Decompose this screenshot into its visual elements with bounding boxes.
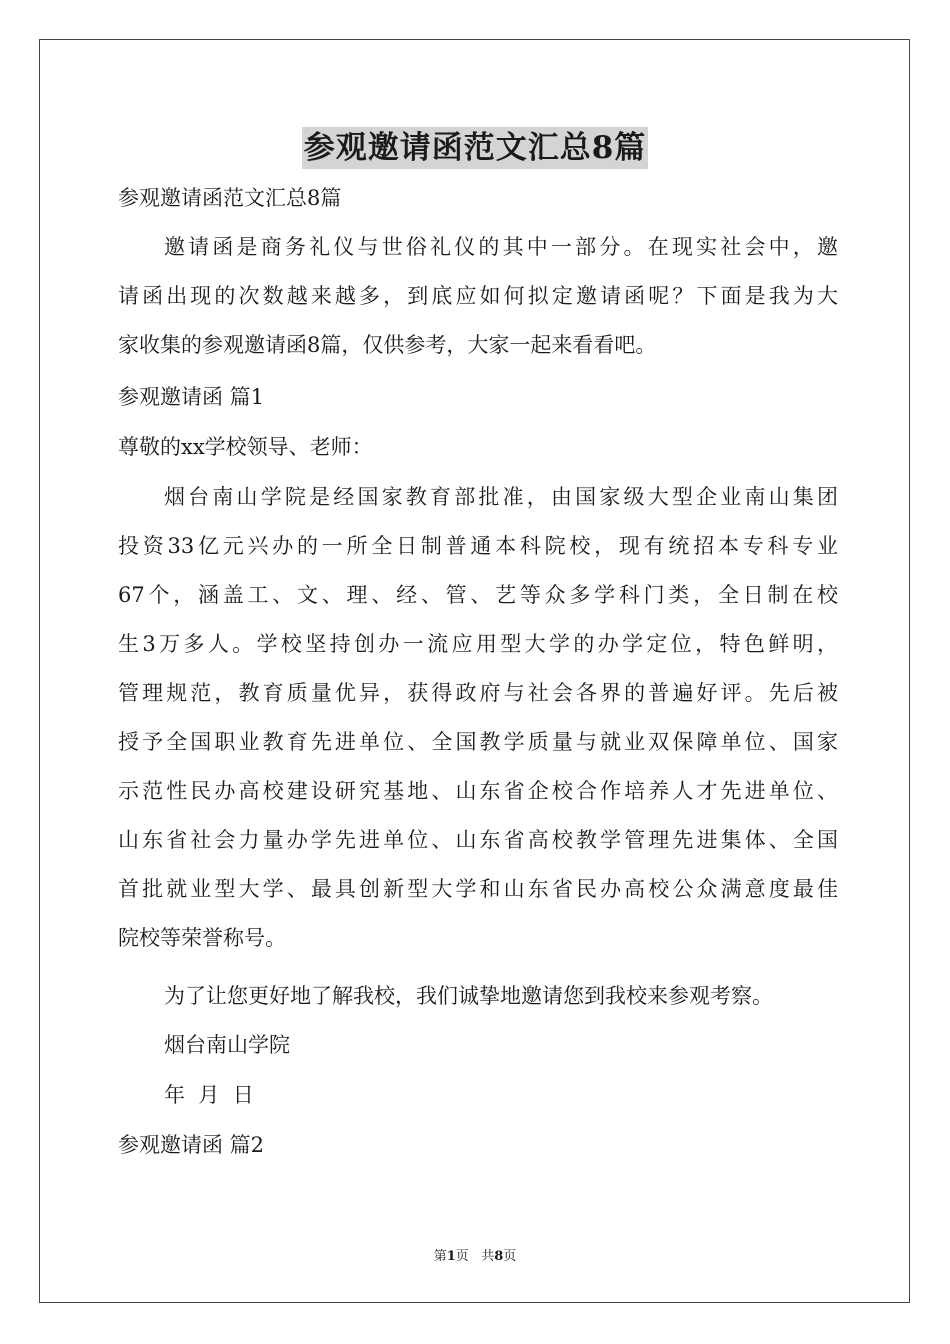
document-title: 参观邀请函范文汇总8篇 xyxy=(302,127,649,169)
section-heading-2: 参观邀请函 篇2 xyxy=(118,1133,265,1157)
section-heading-1: 参观邀请函 篇1 xyxy=(118,385,265,409)
footer-page-number: 1 xyxy=(446,1249,456,1264)
page-footer xyxy=(0,1248,950,1266)
footer-page-suffix: 页 xyxy=(455,1249,469,1264)
body-line: 67个，涵盖工、文、理、经、管、艺等众多学科门类，全日制在校 xyxy=(118,583,838,607)
intro-paragraph xyxy=(118,223,838,370)
title-container xyxy=(0,127,950,169)
salutation: 尊敬的xx学校领导、老师： xyxy=(118,435,373,459)
intro-line-2: 请函出现的次数越来越多，到底应如何拟定邀请函呢？下面是我为大 xyxy=(118,284,838,308)
footer-total-suffix: 页 xyxy=(503,1249,517,1264)
subtitle-line: 参观邀请函范文汇总8篇 xyxy=(118,186,342,210)
body-line: 示范性民办高校建设研究基地、山东省企校合作培养人才先进单位、 xyxy=(118,779,838,803)
intro-line-1: 邀请函是商务礼仪与世俗礼仪的其中一部分。在现实社会中，邀 xyxy=(164,235,838,259)
body-line: 授予全国职业教育先进单位、全国教学质量与就业双保障单位、国家 xyxy=(118,730,838,754)
body-line: 院校等荣誉称号。 xyxy=(118,926,286,950)
footer-total-prefix: 共 xyxy=(481,1249,495,1264)
body-line: 山东省社会力量办学先进单位、山东省高校教学管理先进集体、全国 xyxy=(118,828,838,852)
intro-line-3: 家收集的参观邀请函8篇，仅供参考，大家一起来看看吧。 xyxy=(118,333,657,357)
body-line: 投资33亿元兴办的一所全日制普通本科院校，现有统招本专科专业 xyxy=(118,534,838,558)
body-line: 首批就业型大学、最具创新型大学和山东省民办高校公众满意度最佳 xyxy=(118,877,838,901)
body-line: 烟台南山学院是经国家教育部批准，由国家级大型企业南山集团 xyxy=(164,485,838,509)
invite-line: 为了让您更好地了解我校，我们诚挚地邀请您到我校来参观考察。 xyxy=(164,984,773,1008)
body-line: 生3万多人。学校坚持创办一流应用型大学的办学定位，特色鲜明， xyxy=(118,632,838,656)
date-line: 年 月 日 xyxy=(164,1083,254,1107)
body-line: 管理规范，教育质量优异，获得政府与社会各界的普遍好评。先后被 xyxy=(118,681,838,705)
body-paragraph xyxy=(118,473,838,963)
footer-total-number: 8 xyxy=(494,1249,504,1264)
signature: 烟台南山学院 xyxy=(164,1033,290,1057)
footer-page-prefix: 第 xyxy=(433,1249,447,1264)
